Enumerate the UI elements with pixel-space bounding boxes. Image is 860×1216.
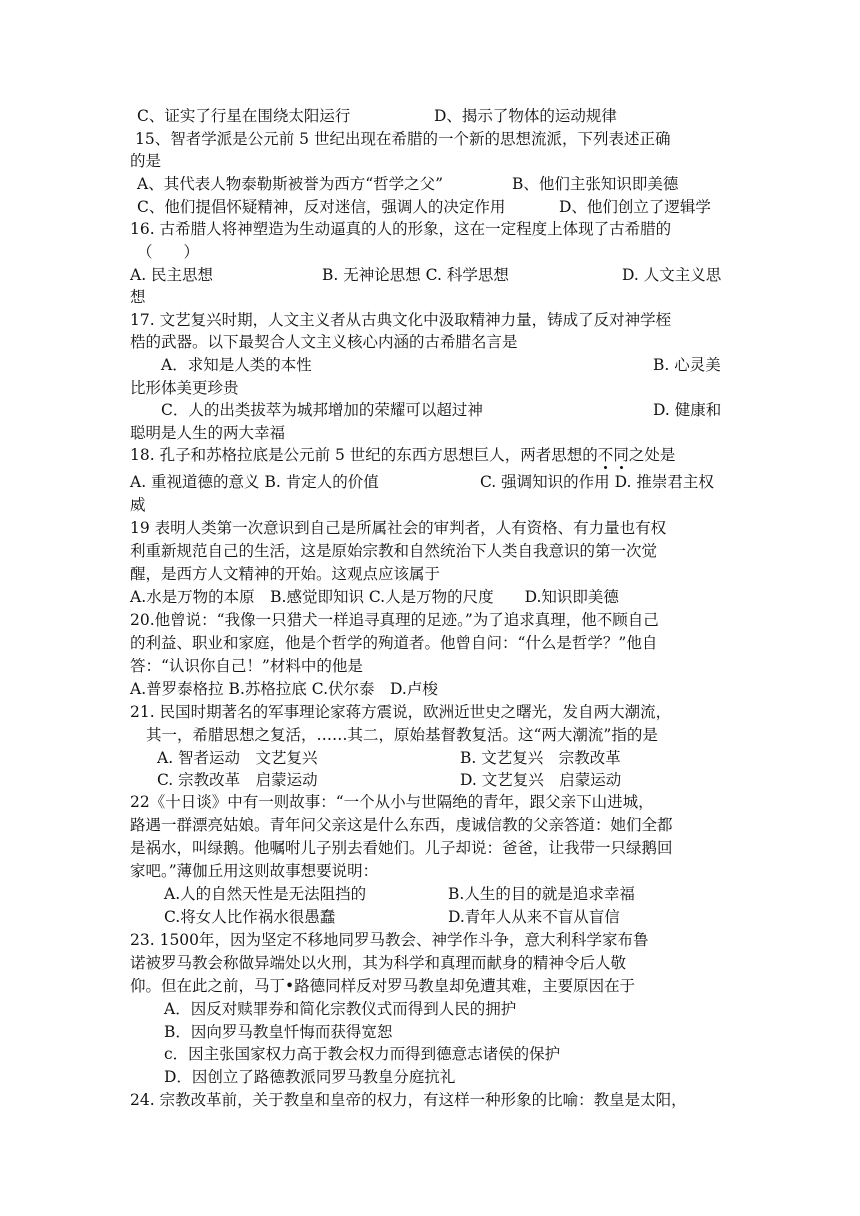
q17-option-d-wrap: 聪明是人生的两大幸福 <box>130 424 286 442</box>
q21-option-d: D. 文艺复兴 启蒙运动 <box>460 771 622 789</box>
q15-option-c: C、他们提倡怀疑精神，反对迷信，强调人的决定作用 <box>137 198 506 216</box>
q19-stem-line-2: 利重新规范自己的生活，这是原始宗教和自然统治下人类自我意识的第一次觉 <box>130 542 658 560</box>
q22-stem-line-1: 22《十日谈》中有一则故事：“一个从小与世隔绝的青年，跟父亲下山进城， <box>130 793 654 811</box>
q22-stem-line-4: 家吧。”薄伽丘用这则故事想要说明： <box>130 862 379 880</box>
q16-option-d: D. 人文主义思 <box>622 266 722 284</box>
q20-stem-line-1: 20.他曾说：“我像一只猎犬一样追寻真理的足迹。”为了追求真理，他不顾自己 <box>130 611 659 629</box>
q21-option-c: C. 宗教改革 启蒙运动 <box>157 771 318 789</box>
q24-stem-line-1: 24. 宗教改革前，关于教皇和皇帝的权力，有这样一种形象的比喻：教皇是太阳， <box>130 1091 687 1109</box>
q21-stem-line-1: 21. 民国时期著名的军事理论家蒋方震说，欧洲近世史之曙光，发自两大潮流， <box>130 703 672 721</box>
q17-option-c: C．人的出类拔萃为城邦增加的荣耀可以超过神 <box>161 401 483 419</box>
q21-stem-line-2: 其一，希腊思想之复活，……其二，原始基督教复活。这“两大潮流”指的是 <box>146 726 658 744</box>
q15-option-a: A、其代表人物泰勒斯被誉为西方“哲学之父” <box>137 175 444 193</box>
q20-stem-line-2: 的利益、职业和家庭，他是个哲学的殉道者。他曾自问：“什么是哲学？”他自 <box>130 634 658 652</box>
q18-stem-tail: 之处是 <box>628 446 676 464</box>
emphasis-dot-char: 不 <box>597 446 614 464</box>
q20-options: A.普罗泰格拉 B.苏格拉底 C.伏尔泰 D.卢梭 <box>130 680 438 698</box>
q22-option-c: C.将女人比作祸水很愚蠢 <box>164 908 336 926</box>
q16-option-b-c: B. 无神论思想 C. 科学思想 <box>322 266 509 284</box>
q18-option-c-d: C. 强调知识的作用 D. 推崇君主权 <box>480 473 714 491</box>
q23-option-b: B．因向罗马教皇忏悔而获得宽恕 <box>164 1023 393 1041</box>
q19-stem-line-3: 醒，是西方人文精神的开始。这观点应该属于 <box>130 565 441 583</box>
q21-option-b: B. 文艺复兴 宗教改革 <box>460 749 621 767</box>
q20-stem-line-3: 答：“认识你自己！”材料中的他是 <box>130 657 363 675</box>
q15-stem-line-2: 的是 <box>130 152 162 170</box>
q15-option-d: D、他们创立了逻辑学 <box>559 198 711 216</box>
q15-stem-line-1: 15、智者学派是公元前 5 世纪出现在希腊的一个新的思想流派，下列表述正确 <box>135 130 671 148</box>
q19-options: A.水是万物的本原 B.感觉即知识 C.人是万物的尺度 D.知识即美德 <box>130 588 619 606</box>
q22-option-b: B.人生的目的就是追求幸福 <box>448 885 635 903</box>
q18-option-a-b: A. 重视道德的意义 B. 肯定人的价值 <box>130 473 379 491</box>
q17-option-b-wrap: 比形体美更珍贵 <box>130 379 239 397</box>
q17-stem-line-2: 梏的武器。以下最契合人文主义核心内涵的古希腊名言是 <box>130 333 518 351</box>
q23-option-c: c．因主张国家权力高于教会权力而得到德意志诸侯的保护 <box>164 1045 561 1063</box>
q16-stem-line-1: 16. 古希腊人将神塑造为生动逼真的人的形象，这在一定程度上体现了古希腊的 <box>130 220 672 238</box>
q23-option-d: D．因创立了路德教派同罗马教皇分庭抗礼 <box>164 1068 456 1086</box>
q17-stem-line-1: 17. 文艺复兴时期，人文主义者从古典文化中汲取精神力量，铸成了反对神学桎 <box>130 311 672 329</box>
q14-option-c: C、证实了行星在围绕太阳运行 <box>137 107 351 125</box>
q19-stem-line-1: 19 表明人类第一次意识到自己是所属社会的审判者，人有资格、有力量也有权 <box>130 519 667 537</box>
q21-option-a: A. 智者运动 文艺复兴 <box>157 749 318 767</box>
q18-stem-text: 18. 孔子和苏格拉底是公元前 5 世纪的东西方思想巨人，两者思想的 <box>130 446 598 464</box>
q22-option-a: A.人的自然天性是无法阻挡的 <box>164 885 367 903</box>
q18-option-d-wrap: 威 <box>130 496 146 514</box>
q23-stem-line-3: 仰。但在此之前，马丁•路德同样反对罗马教皇却免遭其难，主要原因在于 <box>130 977 636 995</box>
q16-option-a: A. 民主思想 <box>130 266 214 284</box>
q22-stem-line-2: 路遇一群漂亮姑娘。青年问父亲这是什么东西，虔诚信教的父亲答道：她们全都 <box>130 816 673 834</box>
q15-option-b: B、他们主张知识即美德 <box>512 175 679 193</box>
q18-stem <box>130 445 675 465</box>
q23-stem-line-2: 诺被罗马教会称做异端处以火刑，其为科学和真理而献身的精神令后人敬 <box>130 954 627 972</box>
emphasis-dot-char: 同 <box>613 446 629 464</box>
q23-stem-line-1: 23. 1500年，因为坚定不移地同罗马教会、神学作斗争，意大利科学家布鲁 <box>130 931 649 949</box>
q22-stem-line-3: 是祸水，叫绿鹅。他嘱咐儿子别去看她们。儿子却说：爸爸，让我带一只绿鹅回 <box>130 839 673 857</box>
q22-option-d: D.青年人从来不盲从盲信 <box>448 908 620 926</box>
q17-option-b: B. 心灵美 <box>653 356 721 374</box>
q14-option-d: D、揭示了物体的运动规律 <box>434 107 617 125</box>
q23-option-a: A．因反对赎罪券和简化宗教仪式而得到人民的拥护 <box>164 1000 517 1018</box>
q16-option-d-wrap: 想 <box>130 288 146 306</box>
q17-option-d: D. 健康和 <box>653 401 722 419</box>
q16-answer-bracket: （ ） <box>137 243 200 261</box>
q17-option-a: A．求知是人类的本性 <box>161 356 312 374</box>
